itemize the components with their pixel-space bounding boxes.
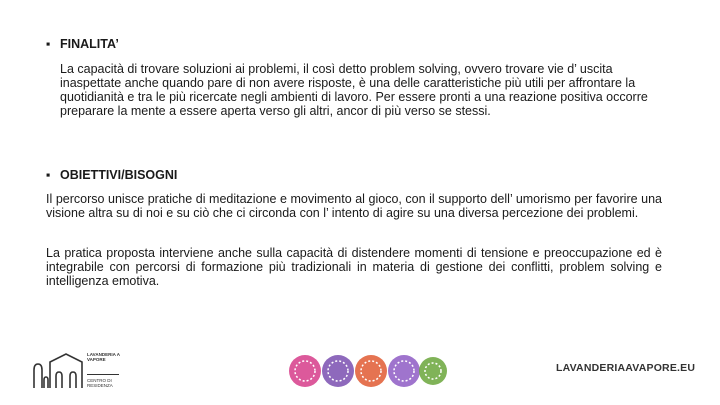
partner-circle-pink (289, 355, 321, 387)
heading-text: FINALITA’ (60, 37, 119, 51)
section-finalita-heading (46, 37, 119, 51)
partner-circle-violet (388, 355, 420, 387)
bullet-icon: ▪ (46, 168, 51, 182)
partner-logos (288, 352, 448, 390)
partner-circle-green (419, 357, 447, 385)
divider (87, 374, 119, 375)
org-name-logo-text: LAVANDERIA A VAPORE (87, 352, 120, 362)
org-sub-logo-text: CENTRO DI RESIDENZA (87, 378, 113, 388)
section-obiettivi-heading (46, 168, 177, 182)
section-finalita-body: La capacità di trovare soluzioni ai problemi, il così detto problem solving, ovvero trovare vie d’ uscita inaspettate anche quando pare di non avere risposte, è una delle caratteristiche più utili per affrontare la quotidianità e tra le più ricercate negli ambienti di lavoro. Per essere pronti a una reazione positiva occorre preparare la mente a essere aperta verso gli altri, ancor di più verso se stessi. (60, 62, 648, 118)
partner-circle-orange (355, 355, 387, 387)
section-obiettivi-paragraph-2: La pratica proposta interviene anche sulla capacità di distendere momenti di tensione e preoccupazione ed è integrabile con percorsi di formazione più tradizionali in materia di gestione dei conflitti, problem solving e intelligenza emotiva. (46, 246, 662, 288)
heading-text: OBIETTIVI/BISOGNI (60, 168, 178, 182)
bullet-icon: ▪ (46, 37, 51, 51)
website-link[interactable]: LAVANDERIAAVAPORE.EU (556, 362, 696, 374)
section-obiettivi-paragraph-1: Il percorso unisce pratiche di meditazione e movimento al gioco, con il supporto dell’ umorismo per favorire una visione altra su di noi e su ciò che ci circonda con l’ intento di agire su una diversa percezione dei problemi. (46, 192, 662, 220)
partner-circle-purple (322, 355, 354, 387)
